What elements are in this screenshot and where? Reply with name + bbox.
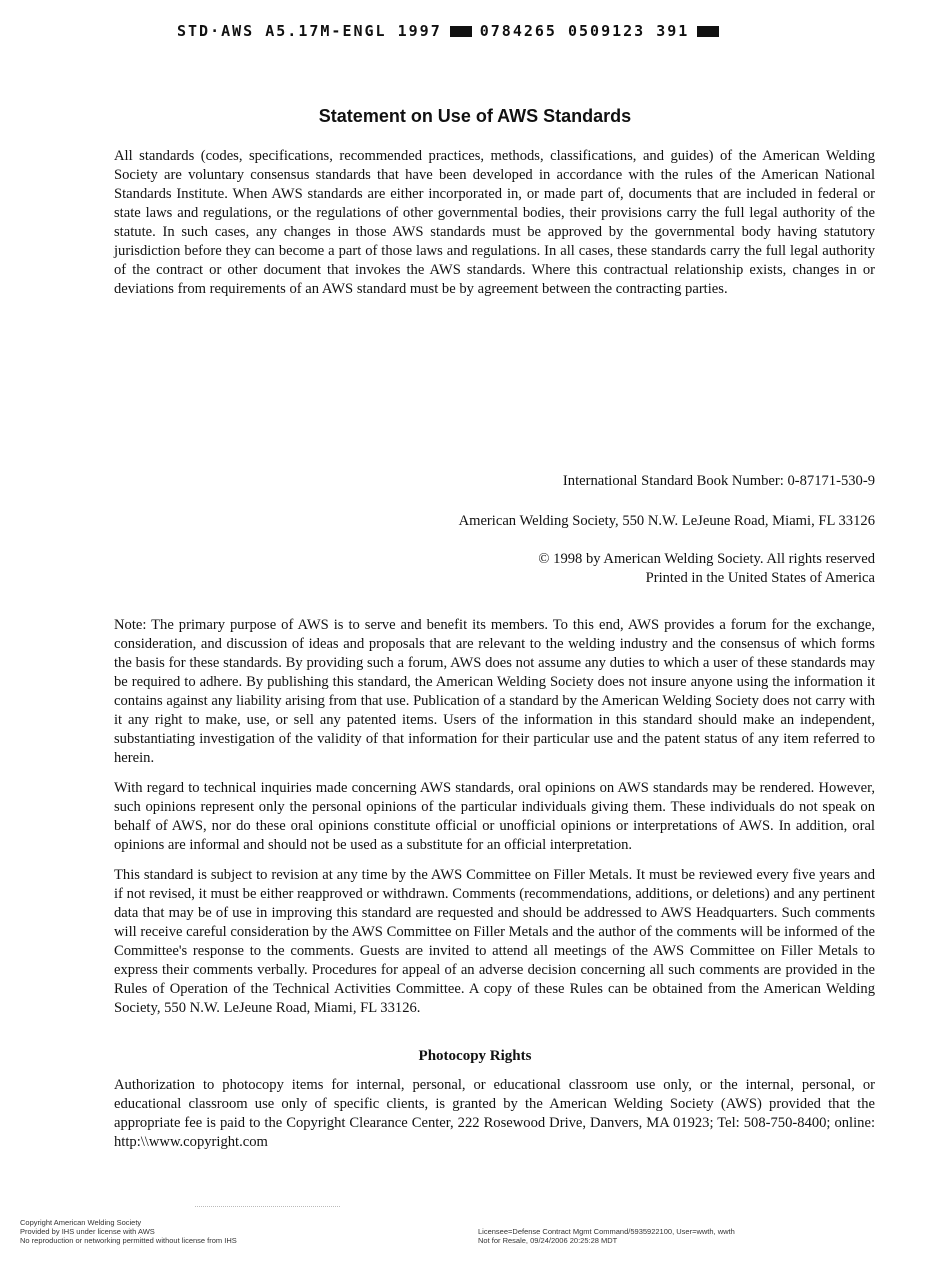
footer-left-line: Provided by IHS under license with AWS — [20, 1227, 155, 1236]
barcode-block — [450, 26, 472, 37]
printed-line: Printed in the United States of America — [645, 570, 875, 586]
note-paragraph: Note: The primary purpose of AWS is to serve and benefit its members. To this end, AWS provides a forum for the exchange, consideration, and discussion of ideas and proposals that are relevant to the welding industry and the consensus of which forms the basis for these standards. By providing such a forum, AWS does not assume any duties to which a user of these standards may be required to adhere. By publishing this standard, the American Welding Society does not insure anyone using the information it contains against any liability arising from that use. Publication of a standard by the American Welding Society does not carry with it any right to make, use, or sell any patented items. Users of the information in this standard should make an independent, substantiating investigation of the validity of that information for their particular use and the patent status of any item referred to herein. — [114, 617, 875, 766]
footer-right-line: Not for Resale, 09/24/2006 20:25:28 MDT — [478, 1236, 618, 1245]
copyright-line: © 1998 by American Welding Society. All rights reserved — [538, 551, 875, 567]
page-title: Statement on Use of AWS Standards — [318, 106, 632, 126]
isbn-line: International Standard Book Number: 0-87171-530-9 — [562, 473, 875, 489]
footer-license-left — [20, 1218, 237, 1245]
revision-paragraph: This standard is subject to revision at any time by the AWS Committee on Filler Metals. It must be reviewed every five years and if not revised, it must be either reapproved or withdrawn. Comments (recommendations, additions, or deletions) and any pertinent data that may be of use in improving this standard are requested and should be addressed to AWS Headquarters. Such comments will receive careful consideration by the AWS Committee on Filler Metals and the author of the comments will be informed of the Committee's response to the comments. Guests are invited to attend all meetings of the AWS Committee on Filler Metals to express their comments verbally. Procedures for appeal of an adverse decision concerning all such comments are provided in the Rules of Operation of the Technical Activities Committee. A copy of these Rules can be obtained from the American Welding Society, 550 N.W. LeJeune Road, Miami, FL 33126. — [114, 867, 875, 1016]
barcode-number-c: 391 — [656, 22, 690, 40]
scan-artifact-dots — [195, 1206, 340, 1207]
address-line: American Welding Society, 550 N.W. LeJeune Road, Miami, FL 33126 — [458, 513, 875, 529]
doc-code: STD·AWS A5.17M-ENGL 1997 — [177, 22, 442, 40]
photocopy-heading: Photocopy Rights — [418, 1048, 532, 1064]
photocopy-paragraph: Authorization to photocopy items for internal, personal, or educational classroom use only, or the internal, personal, or educational classroom use only of specific clients, is granted by the American Welding Society (AWS) provided that the appropriate fee is paid to the Copyright Clearance Center, 222 Rosewood Drive, Danvers, MA 01923; Tel: 508-750-8400; online: http:\\www.copyright.com — [114, 1077, 875, 1150]
footer-license-right — [478, 1227, 735, 1245]
inquiries-paragraph: With regard to technical inquiries made concerning AWS standards, oral opinions on AWS standards may be rendered. However, such opinions represent only the personal opinions of the particular individuals giving them. These individuals do not speak on behalf of AWS, nor do these oral opinions constitute official or unofficial opinions or interpretations of AWS. In addition, oral opinions are informal and should not be used as a substitute for an official interpretation. — [114, 780, 875, 853]
barcode-number-a: 0784265 — [479, 22, 557, 40]
barcode-number-b: 0509123 — [568, 22, 646, 40]
footer-left-line: No reproduction or networking permitted without license from IHS — [20, 1236, 237, 1245]
statement-paragraph: All standards (codes, specifications, recommended practices, methods, classifications, and guides) of the American Welding Society are voluntary consensus standards that have been developed in accordance with the rules of the American National Standards Institute. When AWS standards are either incorporated in, or made part of, documents that are included in federal or state laws and regulations, or the regulations of other governmental bodies, their provisions carry the full legal authority of the statute. In such cases, any changes in those AWS standards must be approved by the governmental body having statutory jurisdiction before they can become a part of those laws and regulations. In all cases, these standards carry the full legal authority of the contract or other document that invokes the AWS standards. Where this contractual relationship exists, changes in or deviations from requirements of an AWS standard must be by agreement between the contracting parties. — [114, 148, 875, 297]
footer-right-line: Licensee=Defense Contract Mgmt Command/5935922100, User=wwth, wwth — [478, 1227, 735, 1236]
barcode-block-end — [697, 26, 719, 37]
footer-left-line: Copyright American Welding Society — [20, 1218, 142, 1227]
document-code-header — [177, 22, 777, 40]
